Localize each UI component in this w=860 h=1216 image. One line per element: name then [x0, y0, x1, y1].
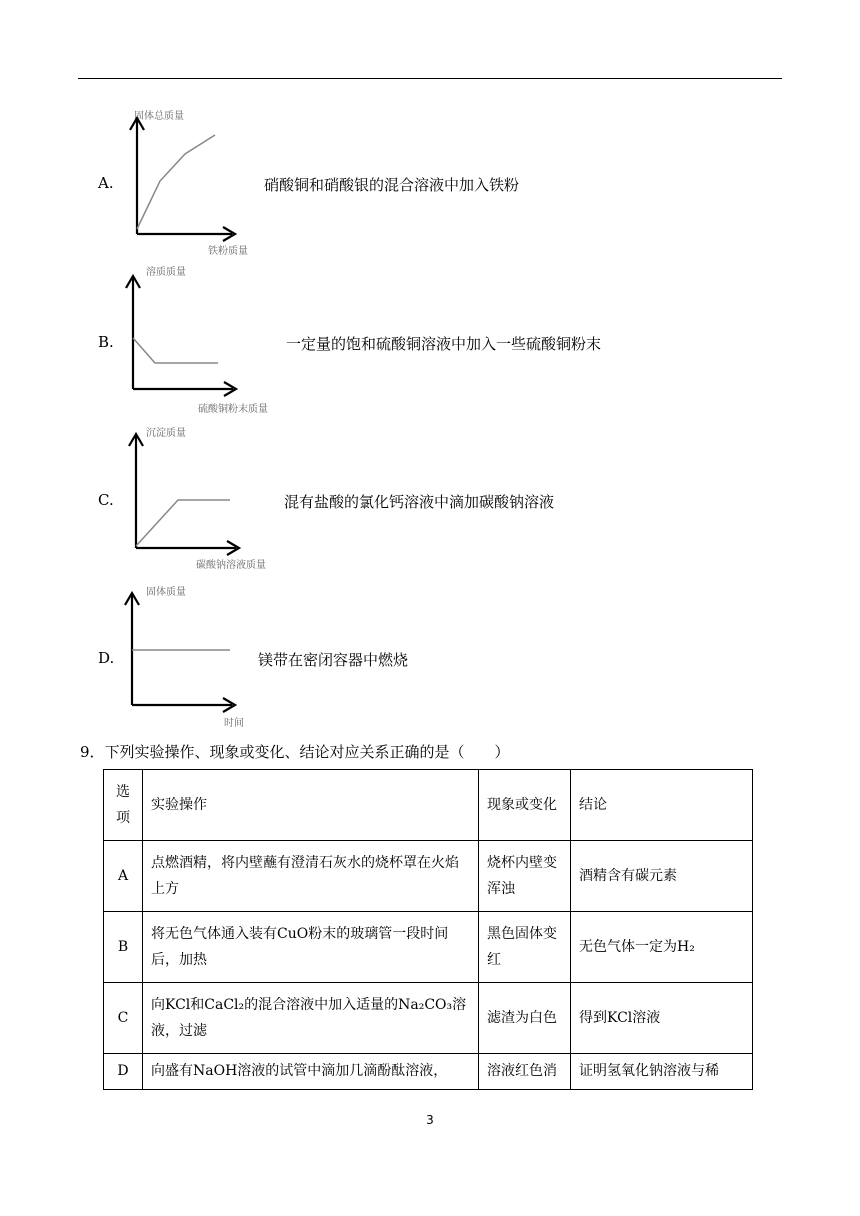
option-d-description: 镁带在密闭容器中燃烧: [258, 651, 409, 669]
row-operation: 将无色气体通入装有CuO粉末的玻璃管一段时间后，加热: [143, 912, 479, 983]
row-phenomenon: 烧杯内壁变浑浊: [479, 841, 571, 912]
row-option: C: [104, 983, 143, 1054]
row-conclusion: 无色气体一定为H₂: [571, 912, 753, 983]
option-a-description: 硝酸铜和硝酸银的混合溶液中加入铁粉: [264, 176, 520, 194]
option-d-xlabel: 时间: [224, 718, 244, 729]
header-phenomenon: 现象或变化: [479, 770, 571, 841]
row-conclusion: 酒精含有碳元素: [571, 841, 753, 912]
row-option: A: [104, 841, 143, 912]
option-b-label: B.: [98, 333, 114, 351]
question-9-title: 9．下列实验操作、现象或变化、结论对应关系正确的是（ ）: [80, 743, 510, 761]
table-row: [104, 983, 753, 1054]
option-b-curve: [133, 338, 218, 363]
table-row: [104, 912, 753, 983]
row-phenomenon: 滤渣为白色: [479, 983, 571, 1054]
option-c-ylabel: 沉淀质量: [146, 428, 186, 439]
page-number: 3: [426, 1113, 434, 1127]
table-row: [104, 841, 753, 912]
header-conclusion: 结论: [571, 770, 753, 841]
header-operation: 实验操作: [143, 770, 479, 841]
option-c-graph: [120, 424, 290, 572]
option-a-graph: [120, 106, 280, 256]
question-9-table: [103, 769, 753, 1090]
option-a-ylabel: 固体总质量: [134, 111, 184, 122]
option-d-graph: [120, 583, 270, 731]
option-c-xlabel: 碳酸钠溶液质量: [196, 560, 266, 571]
option-c-description: 混有盐酸的氯化钙溶液中滴加碳酸钠溶液: [284, 493, 555, 511]
option-a-xlabel: 铁粉质量: [208, 246, 248, 257]
option-b-graph: [120, 264, 290, 416]
table-header-row: [104, 770, 753, 841]
header-rule: [78, 78, 782, 79]
row-operation: 向KCl和CaCl₂的混合溶液中加入适量的Na₂CO₃溶液，过滤: [143, 983, 479, 1054]
option-a-curve: [137, 135, 215, 229]
option-b-ylabel: 溶质质量: [146, 267, 186, 278]
option-b-xlabel: 硫酸铜粉末质量: [198, 404, 268, 415]
row-operation: 向盛有NaOH溶液的试管中滴加几滴酚酞溶液，: [143, 1054, 479, 1090]
row-phenomenon: 黑色固体变红: [479, 912, 571, 983]
header-option: 选项: [104, 770, 143, 841]
row-phenomenon: 溶液红色消: [479, 1054, 571, 1090]
option-b-description: 一定量的饱和硫酸铜溶液中加入一些硫酸铜粉末: [286, 335, 602, 353]
row-option: D: [104, 1054, 143, 1090]
row-conclusion: 证明氢氧化钠溶液与稀: [571, 1054, 753, 1090]
row-conclusion: 得到KCl溶液: [571, 983, 753, 1054]
option-d-ylabel: 固体质量: [146, 587, 186, 598]
option-c-curve: [136, 500, 230, 546]
option-a-label: A.: [98, 174, 114, 192]
row-operation: 点燃酒精，将内壁蘸有澄清石灰水的烧杯罩在火焰上方: [143, 841, 479, 912]
option-c-label: C.: [98, 491, 114, 509]
row-option: B: [104, 912, 143, 983]
table-row: [104, 1054, 753, 1090]
option-d-label: D.: [98, 649, 115, 667]
